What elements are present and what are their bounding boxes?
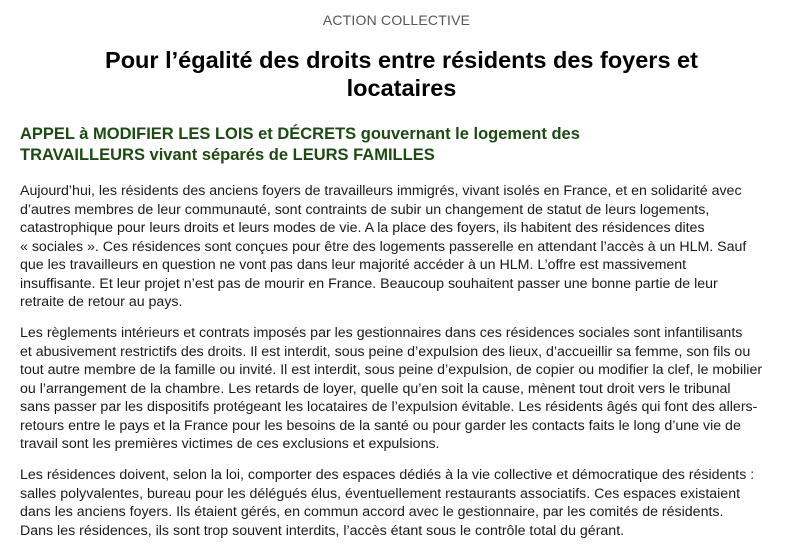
paragraph-line: ou l’arrangement de la chambre. Les retards de loyer, quelle qu’en soit la cause, mènent tout droit vers le tribunal bbox=[20, 380, 731, 397]
article-subtitle-line: TRAVAILLEURS vivant séparés de LEURS FAMILLES bbox=[20, 145, 435, 164]
paragraph-line: retraite de retour au pays. bbox=[20, 294, 183, 310]
article-paragraph-2 bbox=[20, 324, 783, 454]
article-title-line: locataires bbox=[346, 75, 457, 101]
paragraph-line: Les résidences doivent, selon la loi, comporter des espaces dédiés à la vie collective et démocratique des résidents : bbox=[20, 467, 755, 483]
paragraph-line: tout autre membre de la famille ou invité. Il est interdit, sous peine d’expulsion, de copier ou modifier la clef, le mobilier bbox=[20, 362, 763, 378]
paragraph-line: salles polyvalentes, bureau pour les délégués élus, éventuellement restaurants associatifs. Ces espaces existaient bbox=[20, 485, 741, 502]
article-paragraph-1 bbox=[20, 182, 783, 312]
paragraph-line: Aujourd’hui, les résidents des anciens foyers de travailleurs immigrés, vivant isolés en France, et en solidarité avec bbox=[20, 183, 742, 199]
paragraph-line: que les travailleurs en question ne vont pas dans leur majorité accéder à un HLM. L’offre est massivement bbox=[20, 257, 687, 273]
paragraph-line: travail sont les premières victimes de ces exclusions et expulsions. bbox=[20, 436, 440, 452]
paragraph-line: Les règlements intérieurs et contrats imposés par les gestionnaires dans ces résidences sociales sont infantilisants bbox=[20, 325, 743, 341]
article-rubric: ACTION COLLECTIVE bbox=[322, 12, 471, 28]
paragraph-line: d’autres membres de leur communauté, sont contraints de subir un changement de statut de leurs logements, bbox=[20, 201, 710, 218]
article-title bbox=[40, 46, 763, 102]
article-subtitle-line: APPEL à MODIFIER LES LOIS et DÉCRETS gouvernant le logement des bbox=[20, 125, 580, 143]
paragraph-line: dans les anciens foyers. Ils étaient gérés, en commun accord avec le gestionnaire, par les comités de résidents. bbox=[20, 504, 724, 520]
paragraph-line: Dans les résidences, ils sont trop souvent interdits, l’accès étant sous le contrôle total du gérant. bbox=[20, 522, 625, 539]
paragraph-line: insuffisante. Et leur projet n’est pas de mourir en France. Beaucoup souhaitent passer une bonne partie de leur bbox=[20, 275, 718, 292]
paragraph-line: et abusivement restrictifs des droits. Il est interdit, sous peine d’expulsion des lieux, d’accueillir sa femme, son fils ou bbox=[20, 343, 751, 360]
article-subtitle bbox=[20, 124, 720, 165]
paragraph-line: retours entre le pays et la France pour les besoins de la santé ou pour garder les contacts faits le long d’une vie de bbox=[20, 417, 741, 434]
paragraph-line: « sociales ». Ces résidences sont conçues pour être des logements passerelle en attendant l’accès à un HLM. Sauf bbox=[20, 238, 747, 255]
paragraph-line: catastrophique pour leurs droits et leurs modes de vie. A la place des foyers, ils habitent des résidences dites bbox=[20, 220, 705, 236]
article-title-line: Pour l’égalité des droits entre résidents des foyers et bbox=[105, 47, 698, 73]
paragraph-line: sans passer par les dispositifs protégeant les locataires de l’expulsion évitable. Les résidents âgés qui font des allers- bbox=[20, 399, 758, 415]
article-paragraph-3 bbox=[20, 466, 783, 540]
